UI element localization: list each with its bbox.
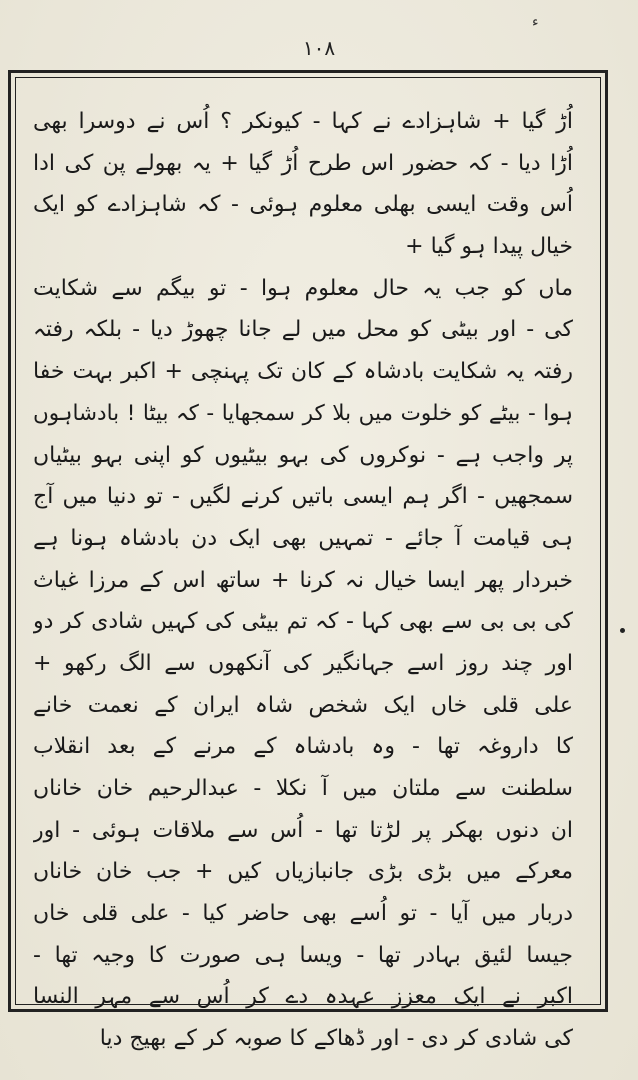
text-line: اکبر نے ایک معزز عہدہ دے کر اُس سے مہر النسا [33,984,573,1010]
text-line: کی بی بی سے بھی کہا - کہ تم بیٹی کی کہیں شادی کر دو [33,609,573,635]
text-line: معرکے میں بڑی بڑی جانبازیاں کیں + جب خان خاناں [33,859,573,885]
text-line: کی شادی کر دی - اور ڈھاکے کا صوبہ کر کے بھیج دیا [99,1026,573,1052]
text-line: ماں کو جب یہ حال معلوم ہوا - تو بیگم سے شکایت [33,275,573,301]
text-line: اُڑا دیا - کہ حضور اس طرح اُڑ گیا + یہ بھولے پن کی ادا [33,150,573,176]
urdu-text-body [33,101,573,1060]
text-line: کا داروغہ تھا - وہ بادشاہ کے مرنے کے بعد انقلاب [33,734,573,760]
text-line: اُس وقت ایسی بھلی معلوم ہوئی - کہ شاہزادے کو ایک [33,192,573,218]
text-line: علی قلی خاں ایک شخص شاہ ایران کے نعمت خانے [33,692,573,718]
text-line: اُڑ گیا + شاہزادے نے کہا - کیونکر ؟ اُس نے دوسرا بھی [33,109,573,134]
corner-mark: ء [532,14,539,30]
text-line: کی - اور بیٹی کو محل میں لے جانا چھوڑ دیا - بلکہ رفتہ [33,317,573,343]
text-line: ہی قیامت آ جائے - تمہیں بھی ایک دن بادشاہ ہونا ہے [33,525,573,551]
text-line: ہوا - بیٹے کو خلوت میں بلا کر سمجھایا - کہ بیٹا ! بادشاہوں [33,400,573,426]
text-line: دربار میں آیا - تو اُسے بھی حاضر کیا - علی قلی خاں [33,901,573,927]
text-line: خیال پیدا ہو گیا + [405,234,573,260]
text-line: سمجھیں - اگر ہم ایسی باتیں کرنے لگیں - تو دنیا میں آج [33,484,573,510]
text-line: جیسا لئیق بہادر تھا - ویسا ہی صورت کا وجیہ تھا - [33,942,573,968]
text-frame [8,70,608,1052]
text-line: اور چند روز اسے جہانگیر کی آنکھوں سے الگ رکھو + [33,650,573,676]
text-line: خبردار پھر ایسا خیال نہ کرنا + ساتھ اس کے مرزا غیاث [33,567,573,593]
margin-ink-dot [620,628,625,633]
text-line: سلطنت سے ملتان میں آ نکلا - عبدالرحیم خان خاناں [33,776,573,801]
text-line: پر واجب ہے - نوکروں کی بہو بیٹیوں کو اپنی بہو بیٹیاں [33,442,573,468]
text-line: رفتہ یہ شکایت بادشاہ کے کان تک پہنچی + اکبر بہت خفا [33,359,573,385]
page-number: ۱۰۸ [302,36,336,60]
text-line: ان دنوں بھکر پر لڑتا تھا - اُس سے ملاقات ہوئی - اور [33,817,573,843]
